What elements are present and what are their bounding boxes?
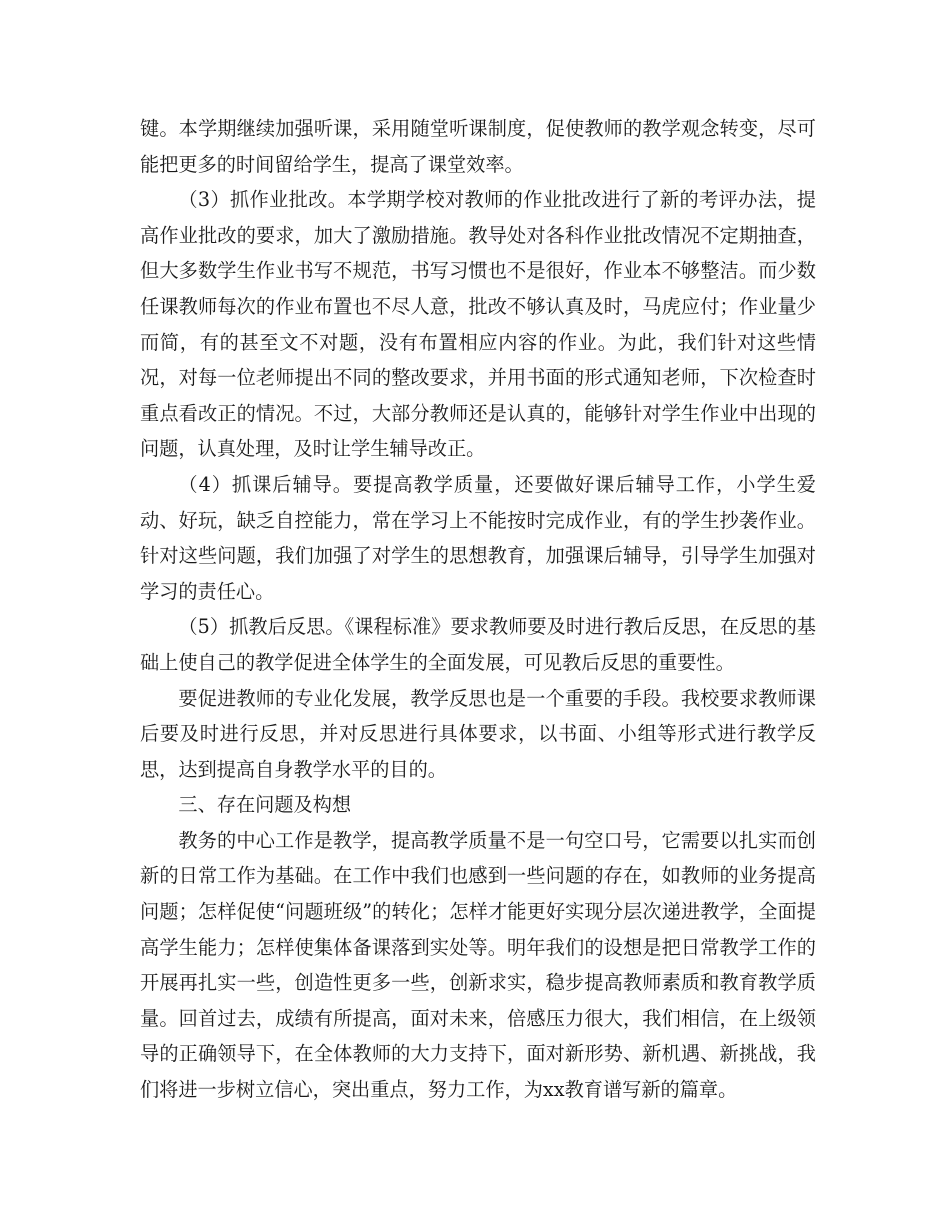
paragraph-professional-development: 要促进教师的专业化发展，教学反思也是一个重要的手段。我校要求教师课后要及时进行反思，并对反思进行具体要求，以书面、小组等形式进行教学反思，达到提高自身教学水平的目的。 [140,686,816,781]
paragraph-continuation: 键。本学期继续加强听课，采用随堂听课制度，促使教师的教学观念转变，尽可能把更多的时间留给学生，提高了课堂效率。 [140,117,816,176]
section-heading-problems: 三、存在问题及构想 [178,793,352,817]
paragraph-teaching-reflection: （5）抓教后反思。《课程标准》要求教师要及时进行教后反思，在反思的基础上使自己的教学促进全体学生的全面发展，可见教后反思的重要性。 [140,615,816,674]
paragraph-after-class-tutoring: （4）抓课后辅导。要提高教学质量，还要做好课后辅导工作，小学生爱动、好玩，缺乏自控能力，常在学习上不能按时完成作业，有的学生抄袭作业。针对这些问题，我们加强了对学生的思想教育，加强课后辅导，引导学生加强对学习的责任心。 [140,472,816,603]
paragraph-homework-grading: （3）抓作业批改。本学期学校对教师的作业批改进行了新的考评办法，提高作业批改的要求，加大了激励措施。教导处对各科作业批改情况不定期抽查，但大多数学生作业书写不规范，书写习惯也不是很好，作业本不够整洁。而少数任课教师每次的作业布置也不尽人意，批改不够认真及时，马虎应付；作业量少而简，有的甚至文不对题，没有布置相应内容的作业。为此，我们针对这些情况，对每一位老师提出不同的整改要求，并用书面的形式通知老师，下次检查时重点看改正的情况。不过，大部分教师还是认真的，能够针对学生作业中出现的问题，认真处理，及时让学生辅导改正。 [140,188,816,461]
document-body [140,111,816,1108]
paragraph-outlook: 教务的中心工作是教学，提高教学质量不是一句空口号，它需要以扎实而创新的日常工作为基础。在工作中我们也感到一些问题的存在，如教师的业务提高问题；怎样促使“问题班级”的转化；怎样才能更好实现分层次递进教学，全面提高学生能力；怎样使集体备课落到实处等。明年我们的设想是把日常教学工作的开展再扎实一些，创造性更多一些，创新求实，稳步提高教师素质和教育教学质量。回首过去，成绩有所提高，面对未来，倍感压力很大，我们相信，在上级领导的正确领导下，在全体教师的大力支持下，面对新形势、新机遇、新挑战，我们将进一步树立信心，突出重点，努力工作，为xx教育谱写新的篇章。 [140,828,816,1102]
